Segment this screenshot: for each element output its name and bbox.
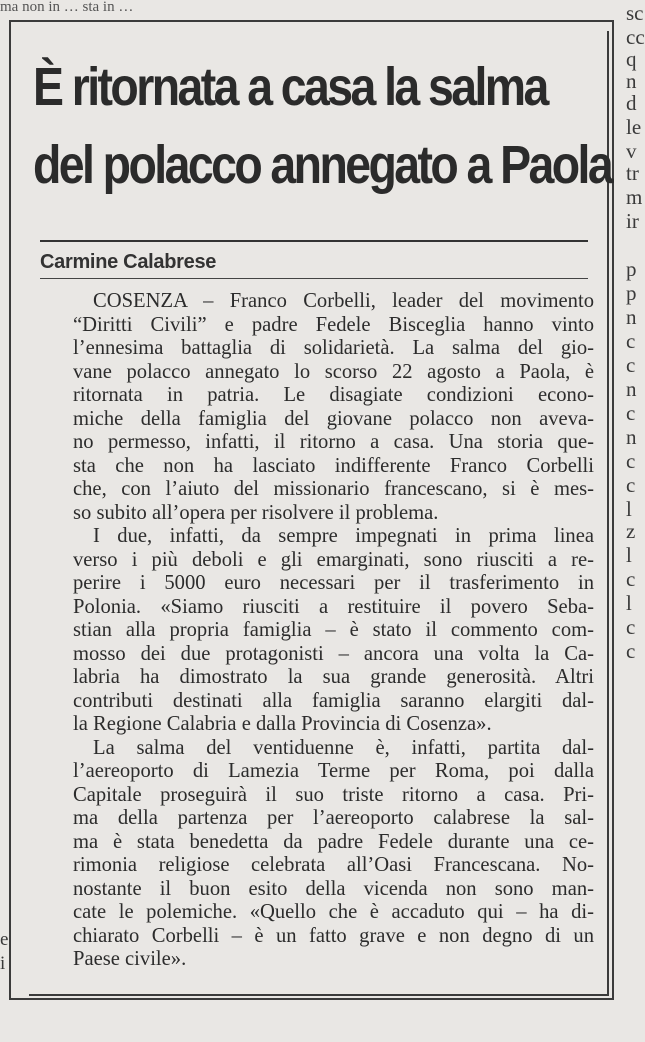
headline-line: del polacco annegato a Paola xyxy=(33,135,612,195)
adjacent-text-fragment: p xyxy=(626,257,637,281)
article-paragraph xyxy=(53,737,594,972)
byline-rule-top xyxy=(40,240,588,242)
paragraph-line: vane polacco annegato lo scorso 22 agosto a Paola, è xyxy=(73,360,594,383)
article-headline xyxy=(33,48,612,204)
adjacent-text-fragment: n xyxy=(626,69,637,93)
paragraph-line: che, con l’aiuto del missionario francescano, si è mes- xyxy=(73,478,594,500)
paragraph-line: Polonia. «Siamo riusciti a restituire il povero Seba- xyxy=(73,595,594,618)
paragraph-line: Capitale proseguirà il suo triste ritorno a casa. Pri- xyxy=(73,783,594,806)
article-byline: Carmine Calabrese xyxy=(40,251,217,273)
adjacent-text-fragment: m xyxy=(626,185,643,209)
news-article xyxy=(9,20,614,1000)
adjacent-text-fragment: c xyxy=(626,449,636,473)
adjacent-text-fragment: n xyxy=(626,425,637,449)
adjacent-text-fragment: l xyxy=(626,543,632,567)
adjacent-text-fragment: cc xyxy=(626,25,645,49)
adjacent-text-fragment: n xyxy=(626,377,637,401)
paragraph-line: labria ha dimostrato la sua grande generosità. Altri xyxy=(73,666,594,688)
adjacent-text-fragment: sc xyxy=(626,1,644,25)
adjacent-text-fragment: c xyxy=(626,567,636,591)
adjacent-article-fragment-top: ma non in … sta in … xyxy=(0,0,134,15)
article-body xyxy=(53,290,594,972)
article-paragraph xyxy=(53,525,594,737)
adjacent-text-fragment: z xyxy=(626,519,636,543)
paragraph-line: ma è stata benedetta da padre Fedele durante una ce- xyxy=(73,830,594,853)
paragraph-line: stian alla propria famiglia – è stato il commento com- xyxy=(73,619,594,641)
adjacent-text-fragment: q xyxy=(626,47,637,71)
headline-line: È ritornata a casa la salma xyxy=(33,57,547,117)
paragraph-line: mosso dei due protagonisti – ancora una volta la Ca- xyxy=(73,642,594,665)
adjacent-text-fragment: c xyxy=(626,401,636,425)
paragraph-line: la Regione Calabria e dalla Provincia di Cosenza». xyxy=(73,713,492,735)
adjacent-text-fragment: c xyxy=(626,329,636,353)
paragraph-line: sta che non ha lasciato indifferente Franco Corbelli xyxy=(73,454,594,477)
paragraph-line: “Diritti Civili” e padre Fedele Bisceglia hanno vinto xyxy=(73,313,594,336)
paragraph-line: I due, infatti, da sempre impegnati in prima linea xyxy=(93,525,594,547)
adjacent-text-fragment: ir xyxy=(626,209,639,233)
paragraph-line: ma della partenza per l’aereoporto calabrese la sal- xyxy=(73,807,594,829)
paragraph-line: chiarato Corbelli – è un fatto grave e non degno di un xyxy=(73,924,594,947)
adjacent-column-right xyxy=(622,0,645,1042)
adjacent-text-fragment: e xyxy=(0,929,9,950)
adjacent-column-left xyxy=(0,880,8,980)
adjacent-text-fragment: c xyxy=(626,615,636,639)
paragraph-line: miche della famiglia del giovane polacco non aveva- xyxy=(73,407,594,430)
adjacent-text-fragment: l xyxy=(626,497,632,521)
paragraph-line: La salma del ventiduenne è, infatti, partita dal- xyxy=(93,736,594,759)
adjacent-text-fragment: i xyxy=(0,953,6,974)
adjacent-text-fragment: le xyxy=(626,115,642,139)
paragraph-line: cate le polemiche. «Quello che è accaduto qui – ha di- xyxy=(73,901,594,923)
paragraph-line: l’ennesima battaglia di solidarietà. La salma del gio- xyxy=(73,337,594,359)
paragraph-line: l’aereoporto di Lamezia Terme per Roma, poi dalla xyxy=(73,760,594,782)
adjacent-text-fragment: d xyxy=(626,91,637,115)
adjacent-text-fragment: c xyxy=(626,473,636,497)
paragraph-line: so subito all’opera per risolvere il problema. xyxy=(73,501,439,524)
adjacent-text-fragment: p xyxy=(626,281,637,305)
paragraph-line: verso i più deboli e gli emarginati, sono riusciti a re- xyxy=(73,548,594,571)
paragraph-line: no permesso, infatti, il ritorno a casa. Una storia que- xyxy=(73,431,594,453)
adjacent-text-fragment: tr xyxy=(626,161,639,185)
adjacent-text-fragment: n xyxy=(626,305,637,329)
article-paragraph xyxy=(53,290,594,525)
adjacent-text-fragment: l xyxy=(626,591,632,615)
paragraph-line: Paese civile». xyxy=(73,948,187,970)
paragraph-line: nostante il buon esito della vicenda non sono man- xyxy=(73,877,594,900)
adjacent-text-fragment: c xyxy=(626,353,636,377)
byline-rule-bottom xyxy=(40,278,588,279)
paragraph-line: ritornata in patria. Le disagiate condizioni econo- xyxy=(73,384,594,406)
paragraph-line: perire i 5000 euro necessari per il trasferimento in xyxy=(73,572,594,594)
paragraph-line: rimonia religiose celebrata all’Oasi Francescana. No- xyxy=(73,854,594,876)
paragraph-line: COSENZA – Franco Corbelli, leader del movimento xyxy=(93,290,594,312)
adjacent-text-fragment: v xyxy=(626,139,637,163)
adjacent-text-fragment: c xyxy=(626,639,636,663)
paragraph-line: contributi destinati alla famiglia saranno elargiti dal- xyxy=(73,689,594,712)
